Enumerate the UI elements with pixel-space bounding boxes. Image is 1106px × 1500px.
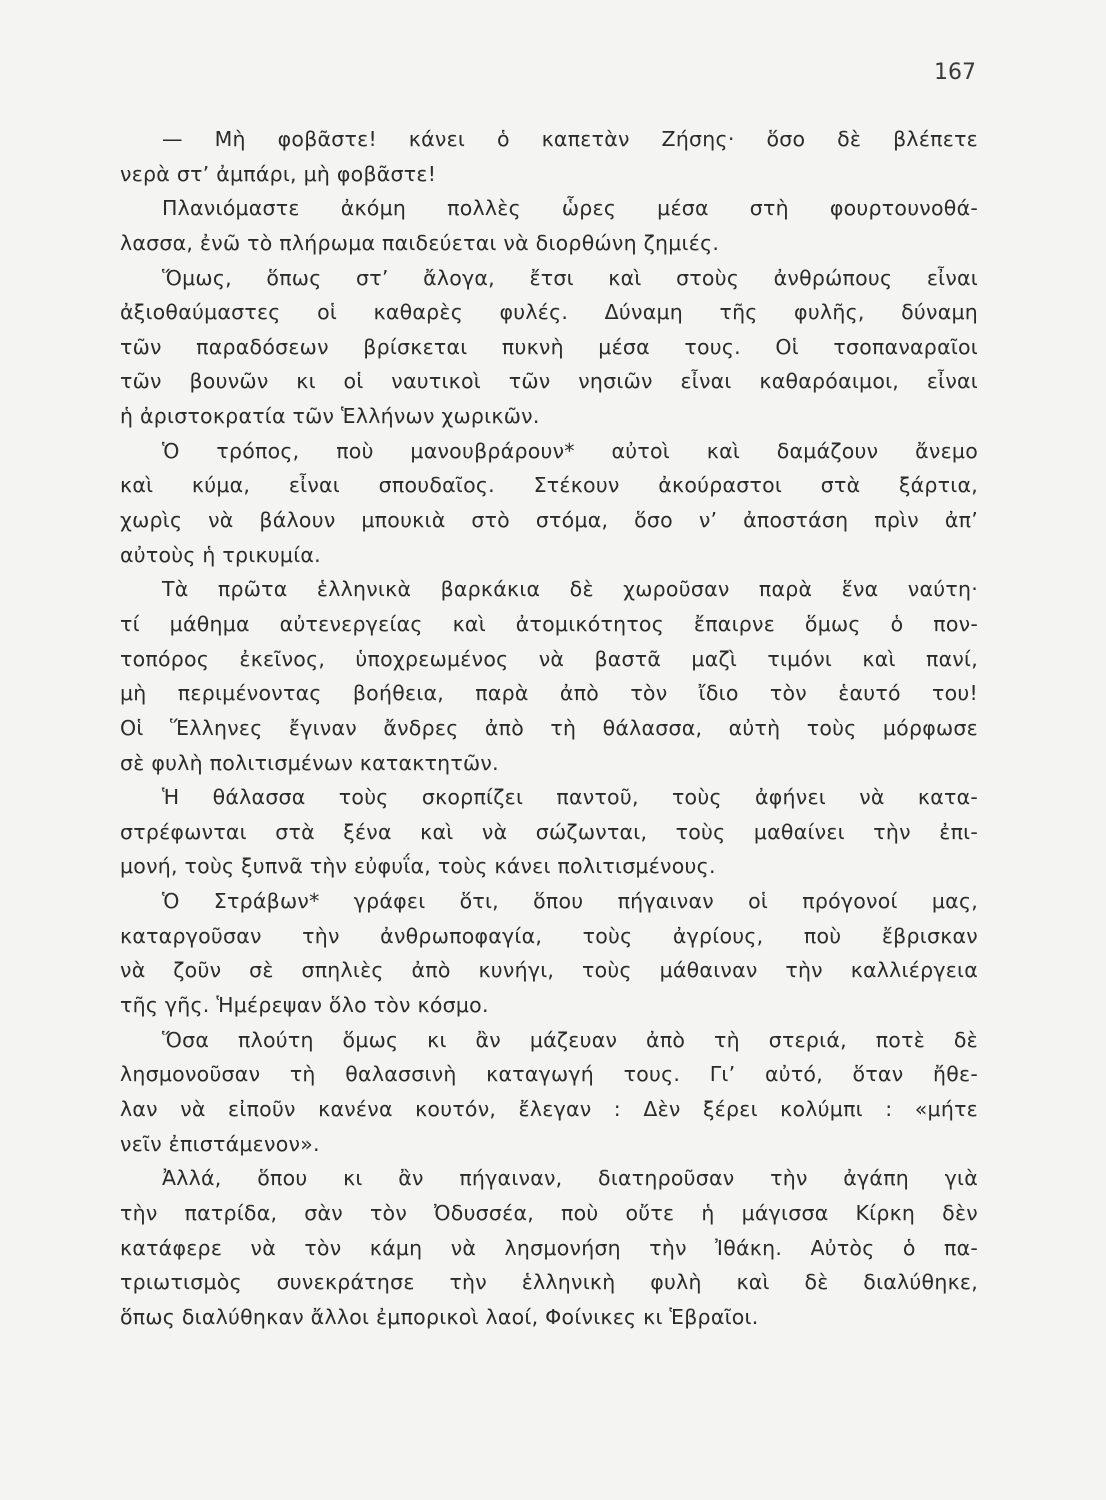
paragraph bbox=[120, 434, 978, 573]
paragraph bbox=[120, 780, 978, 884]
text-line: τῶν παραδόσεων βρίσκεται πυκνὴ μέσα τους. Οἱ τσοπαναραῖοι bbox=[120, 334, 978, 359]
text-line: λησμονοῦσαν τὴ θαλασσινὴ καταγωγή τους. Γι’ αὐτό, ὅταν ἤθε- bbox=[120, 1062, 978, 1087]
text-line: στρέφωνται στὰ ξένα καὶ νὰ σώζωνται, τοὺς μαθαίνει τὴν ἐπι- bbox=[120, 819, 978, 844]
text-line: ὅπως διαλύθηκαν ἄλλοι ἐμπορικοὶ λαοί, Φοίνικες κι Ἑβραῖοι. bbox=[120, 1304, 759, 1329]
paragraph bbox=[120, 572, 978, 780]
text-line: κατάφερε νὰ τὸν κάμη νὰ λησμονήση τὴν Ἰθάκη. Αὐτὸς ὁ πα- bbox=[120, 1235, 978, 1260]
paragraph bbox=[120, 884, 978, 1023]
paragraph bbox=[120, 122, 978, 191]
text-line: ἡ ἀριστοκρατία τῶν Ἑλλήνων χωρικῶν. bbox=[120, 404, 540, 429]
text-line: τριωτισμὸς συνεκράτησε τὴν ἑλληνικὴ φυλὴ καὶ δὲ διαλύθηκε, bbox=[120, 1270, 978, 1295]
text-line: Ὁ τρόπος, ποὺ μανουβράρουν* αὐτοὶ καὶ δαμάζουν ἄνεμο bbox=[162, 438, 978, 463]
text-line: καταργοῦσαν τὴν ἀνθρωποφαγία, τοὺς ἀγρίους, ποὺ ἔβρισκαν bbox=[120, 923, 978, 948]
text-line: νερὰ στ’ ἀμπάρι, μὴ φοβᾶστε! bbox=[120, 161, 437, 186]
page-number: 167 bbox=[934, 60, 976, 85]
text-line: νὰ ζοῦν σὲ σπηλιὲς ἀπὸ κυνήγι, τοὺς μάθαιναν τὴν καλλιέργεια bbox=[120, 958, 978, 983]
body-text bbox=[120, 122, 978, 1334]
text-line: αὐτοὺς ἡ τρικυμία. bbox=[120, 542, 321, 567]
text-line: χωρὶς νὰ βάλουν μπουκιὰ στὸ στόμα, ὅσο ν’ ἀποστάση πρὶν ἀπ’ bbox=[120, 508, 978, 533]
text-line: Ὅσα πλούτη ὅμως κι ἂν μάζευαν ἀπὸ τὴ στεριά, ποτὲ δὲ bbox=[162, 1027, 978, 1052]
paragraph bbox=[120, 191, 978, 260]
text-line: τῶν βουνῶν κι οἱ ναυτικοὶ τῶν νησιῶν εἶναι καθαρόαιμοι, εἶναι bbox=[120, 369, 978, 394]
text-line: καὶ κύμα, εἶναι σπουδαῖος. Στέκουν ἀκούραστοι στὰ ξάρτια, bbox=[120, 473, 978, 498]
paragraph bbox=[120, 1161, 978, 1334]
text-line: — Μὴ φοβᾶστε! κάνει ὁ καπετὰν Ζήσης· ὅσο δὲ βλέπετε bbox=[162, 127, 978, 151]
text-line: Ἀλλά, ὅπου κι ἂν πήγαιναν, διατηροῦσαν τὴν ἀγάπη γιὰ bbox=[162, 1166, 978, 1191]
text-line: λαν νὰ εἰποῦν κανένα κουτόν, ἔλεγαν : Δὲν ξέρει κολύμπι : «μήτε bbox=[120, 1096, 978, 1121]
text-line: Τὰ πρῶτα ἑλληνικὰ βαρκάκια δὲ χωροῦσαν παρὰ ἕνα ναύτη· bbox=[162, 577, 978, 602]
paragraph bbox=[120, 1023, 978, 1162]
text-line: Ὅμως, ὅπως στ’ ἄλογα, ἔτσι καὶ στοὺς ἀνθρώπους εἶναι bbox=[162, 265, 978, 290]
text-line: νεῖν ἐπιστάμενον». bbox=[120, 1131, 320, 1156]
text-line: μὴ περιμένοντας βοήθεια, παρὰ ἀπὸ τὸν ἴδιο τὸν ἑαυτό του! bbox=[120, 681, 978, 706]
text-line: ἀξιοθαύμαστες οἱ καθαρὲς φυλές. Δύναμη τῆς φυλῆς, δύναμη bbox=[120, 300, 978, 325]
text-line: μονή, τοὺς ξυπνᾶ τὴν εὐφυΐα, τοὺς κάνει πολιτισμένους. bbox=[120, 854, 716, 879]
text-line: Ἡ θάλασσα τοὺς σκορπίζει παντοῦ, τοὺς ἀφήνει νὰ κατα- bbox=[162, 785, 978, 810]
paragraph bbox=[120, 261, 978, 434]
text-line: σὲ φυλὴ πολιτισμένων κατακτητῶν. bbox=[120, 750, 499, 775]
text-line: λασσα, ἐνῶ τὸ πλήρωμα παιδεύεται νὰ διορθώνη ζημιές. bbox=[120, 230, 720, 255]
text-line: Ὁ Στράβων* γράφει ὅτι, ὅπου πήγαιναν οἱ πρόγονοί μας, bbox=[162, 889, 978, 914]
text-line: τὴν πατρίδα, σὰν τὸν Ὀδυσσέα, ποὺ οὔτε ἡ μάγισσα Κίρκη δὲν bbox=[120, 1200, 978, 1225]
text-line: τῆς γῆς. Ἡμέρεψαν ὅλο τὸν κόσμο. bbox=[120, 993, 489, 1018]
text-line: Οἱ Ἕλληνες ἔγιναν ἄνδρες ἀπὸ τὴ θάλασσα, αὐτὴ τοὺς μόρφωσε bbox=[120, 715, 978, 740]
text-line: τί μάθημα αὐτενεργείας καὶ ἀτομικότητος ἔπαιρνε ὅμως ὁ πον- bbox=[120, 611, 978, 636]
text-line: Πλανιόμαστε ἀκόμη πολλὲς ὧρες μέσα στὴ φουρτουνοθά- bbox=[162, 196, 978, 221]
text-line: τοπόρος ἐκεῖνος, ὑποχρεωμένος νὰ βαστᾶ μαζὶ τιμόνι καὶ πανί, bbox=[120, 646, 978, 671]
